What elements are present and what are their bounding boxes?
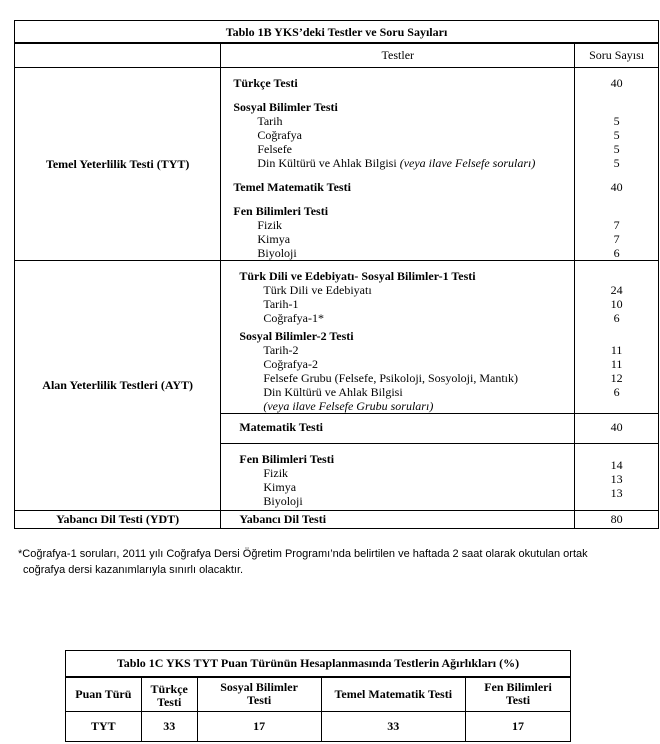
header-turkce-text: Türkçe Testi xyxy=(150,682,188,710)
count: 40 xyxy=(610,420,623,434)
table-1b-title: Tablo 1B YKS’deki Testler ve Soru Sayıları xyxy=(15,21,659,43)
ydt-count: 80 xyxy=(575,511,659,529)
header-sosyal xyxy=(197,677,321,712)
ayt-tests-2 xyxy=(221,414,575,444)
header-tests: Testler xyxy=(221,43,575,68)
list-item: Tarih-1 xyxy=(263,297,299,311)
header-question-count: Soru Sayısı xyxy=(575,43,659,68)
list-item: Din Kültürü ve Ahlak Bilgisi (veya ilave Felsefe soruları) xyxy=(257,156,536,170)
cell-fen: 17 xyxy=(466,712,571,742)
list-item: Tarih-2 xyxy=(263,343,299,357)
ayt-counts-3 xyxy=(575,444,659,511)
count: 10 xyxy=(610,297,623,311)
table-1c xyxy=(65,650,571,742)
count: 6 xyxy=(613,311,620,325)
header-sosyal-text: Sosyal Bilimler Testi xyxy=(220,680,298,708)
din-note: (veya ilave Felsefe soruları) xyxy=(399,156,536,170)
list-item: Fizik xyxy=(263,466,289,480)
header-fen-text: Fen Bilimleri Testi xyxy=(484,680,552,708)
cell-sosyal: 17 xyxy=(197,712,321,742)
count: 6 xyxy=(613,385,620,399)
count: 13 xyxy=(610,472,623,486)
ydt-row xyxy=(15,511,659,529)
ayt-tde: Türk Dili ve Edebiyatı- Sosyal Bilimler-1 Testi xyxy=(239,269,476,283)
count: 7 xyxy=(613,232,620,246)
table-1c-title: Tablo 1C YKS TYT Puan Türünün Hesaplanmasında Testlerin Ağırlıkları (%) xyxy=(66,651,571,677)
count: 11 xyxy=(610,343,623,357)
count: 13 xyxy=(610,486,623,500)
list-item: Fizik xyxy=(257,218,283,232)
count: 12 xyxy=(610,371,623,385)
list-item: Coğrafya xyxy=(257,128,303,142)
count: 5 xyxy=(613,156,620,170)
tyt-counts xyxy=(575,68,659,261)
list-item: Tarih xyxy=(257,114,283,128)
list-item: Türk Dili ve Edebiyatı xyxy=(263,283,372,297)
cell-tyt: TYT xyxy=(66,712,142,742)
ydt-test: Yabancı Dil Testi xyxy=(221,511,575,529)
count: 5 xyxy=(613,128,620,142)
tyt-tests xyxy=(221,68,575,261)
ayt-counts-1 xyxy=(575,261,659,414)
ayt-tests-3 xyxy=(221,444,575,511)
cell-turkce: 33 xyxy=(141,712,197,742)
tyt-row xyxy=(15,68,659,261)
cell-matematik: 33 xyxy=(321,712,466,742)
header-fen xyxy=(466,677,571,712)
list-item: Kimya xyxy=(263,480,297,494)
tyt-label: Temel Yeterlilik Testi (TYT) xyxy=(15,68,221,261)
list-item: Din Kültürü ve Ahlak Bilgisi xyxy=(263,385,403,399)
sosyal2-note: (veya ilave Felsefe Grubu soruları) xyxy=(263,399,434,413)
header-turkce xyxy=(141,677,197,712)
list-item: Felsefe Grubu (Felsefe, Psikoloji, Sosyoloji, Mantık) xyxy=(263,371,519,385)
count: 24 xyxy=(610,283,623,297)
count: 5 xyxy=(613,114,620,128)
list-item: Kimya xyxy=(257,232,291,246)
list-item: Coğrafya-1* xyxy=(263,311,325,325)
ydt-label: Yabancı Dil Testi (YDT) xyxy=(15,511,221,529)
list-item: Biyoloji xyxy=(263,494,303,508)
header-matematik: Temel Matematik Testi xyxy=(321,677,466,712)
list-item: Biyoloji xyxy=(257,246,297,260)
count: 6 xyxy=(613,246,620,260)
ayt-matematik: Matematik Testi xyxy=(239,420,324,434)
footnote-line-1: *Coğrafya-1 soruları, 2011 yılı Coğrafya Dersi Öğretim Programı’nda belirtilen ve haftada 2 saat olarak okutulan ortak xyxy=(18,548,588,560)
list-item: Felsefe xyxy=(257,142,293,156)
tyt-matematik: Temel Matematik Testi xyxy=(233,180,351,194)
count: 7 xyxy=(613,218,620,232)
ayt-counts-2 xyxy=(575,414,659,444)
tyt-fen: Fen Bilimleri Testi xyxy=(233,204,329,218)
ayt-row-1 xyxy=(15,261,659,414)
count: 40 xyxy=(610,180,623,194)
header-puan-turu: Puan Türü xyxy=(66,677,142,712)
footnote-line-2: coğrafya dersi kazanımlarıyla sınırlı olacaktır. xyxy=(23,564,244,576)
ayt-fen: Fen Bilimleri Testi xyxy=(239,452,335,466)
footnote xyxy=(18,546,658,578)
ayt-tests-1 xyxy=(221,261,575,414)
header-empty xyxy=(15,43,221,68)
tyt-sosyal: Sosyal Bilimler Testi xyxy=(233,100,338,114)
count: 14 xyxy=(610,458,623,472)
ayt-label: Alan Yeterlilik Testleri (AYT) xyxy=(15,261,221,511)
ayt-sosyal2: Sosyal Bilimler-2 Testi xyxy=(239,329,354,343)
tyt-turkce: Türkçe Testi xyxy=(233,76,298,90)
count: 40 xyxy=(610,76,623,90)
list-item: Coğrafya-2 xyxy=(263,357,319,371)
table-1b xyxy=(14,20,659,529)
count: 11 xyxy=(610,357,623,371)
count: 5 xyxy=(613,142,620,156)
